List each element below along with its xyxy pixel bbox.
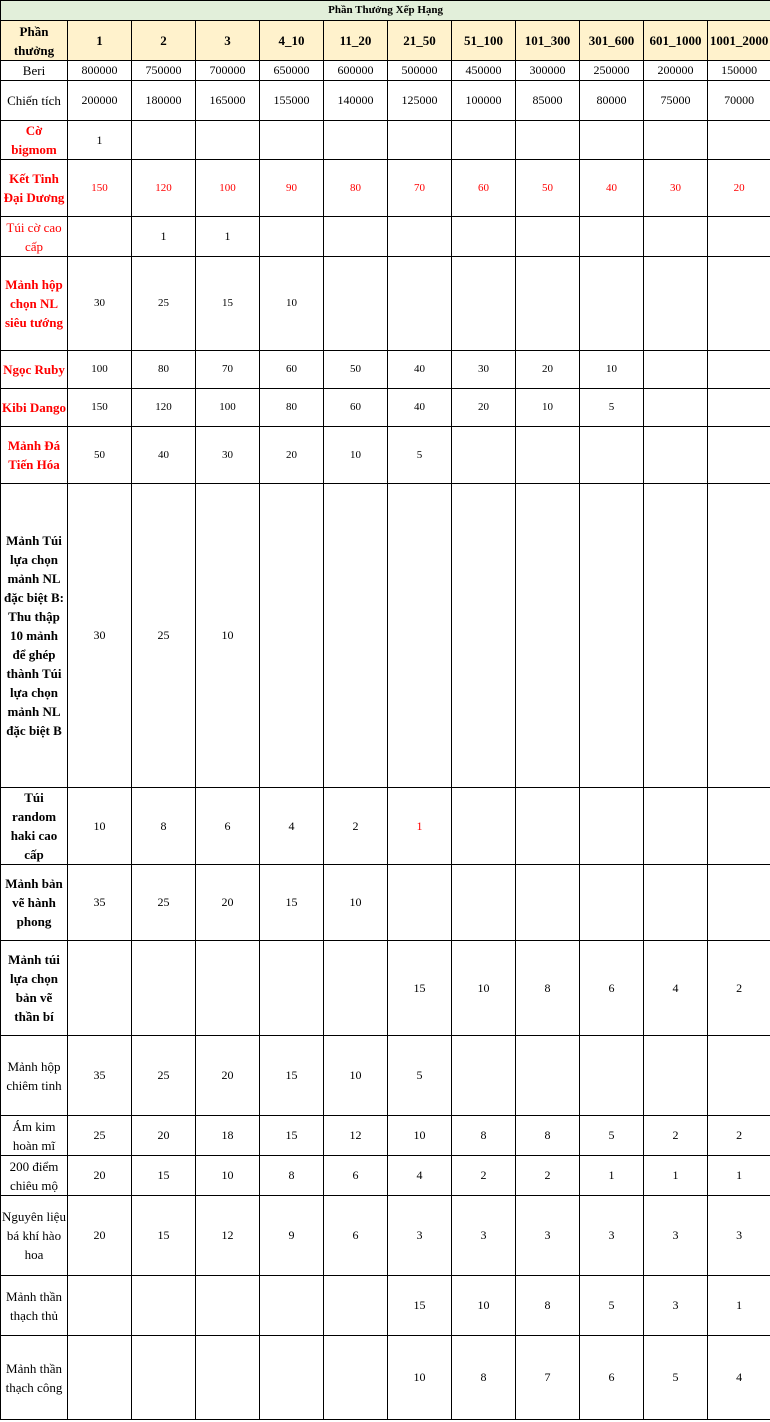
row-value: [324, 121, 388, 160]
row-value: 125000: [388, 81, 452, 121]
row-value: [516, 427, 580, 484]
row-value: 4: [388, 1156, 452, 1196]
row-value: 300000: [516, 61, 580, 81]
row-label: Mảnh bản vẽ hành phong: [1, 865, 68, 941]
row-value: [580, 788, 644, 865]
row-value: 20: [196, 1036, 260, 1116]
row-value: [388, 217, 452, 257]
row-value: 6: [324, 1156, 388, 1196]
row-value: 4: [644, 941, 708, 1036]
row-value: [580, 121, 644, 160]
row-value: 35: [68, 865, 132, 941]
row-value: 8: [452, 1116, 516, 1156]
row-value: [644, 351, 708, 389]
row-value: [68, 1276, 132, 1336]
header-row: [1, 21, 770, 61]
row-value: 18: [196, 1116, 260, 1156]
row-label: Mảnh túi lựa chọn bản vẽ thần bí: [1, 941, 68, 1036]
row-value: 10: [516, 389, 580, 427]
row-value: 3: [452, 1196, 516, 1276]
row-value: 15: [132, 1156, 196, 1196]
row-label: Túi cờ cao cấp: [1, 217, 68, 257]
table-row: [1, 1196, 770, 1276]
row-value: 8: [516, 1116, 580, 1156]
table-row: [1, 61, 770, 81]
row-value: 8: [132, 788, 196, 865]
row-value: [580, 1036, 644, 1116]
row-value: [708, 484, 770, 788]
row-value: 3: [516, 1196, 580, 1276]
row-value: 40: [388, 351, 452, 389]
row-value: 30: [68, 257, 132, 351]
table-row: [1, 1116, 770, 1156]
row-value: [196, 1336, 260, 1420]
table-body: [1, 61, 770, 1420]
row-value: 3: [644, 1276, 708, 1336]
row-value: 2: [708, 1116, 770, 1156]
row-value: [388, 257, 452, 351]
row-value: 9: [260, 1196, 324, 1276]
row-value: [516, 121, 580, 160]
row-value: 6: [324, 1196, 388, 1276]
row-value: 5: [644, 1336, 708, 1420]
row-value: 70: [388, 160, 452, 217]
row-value: 200000: [644, 61, 708, 81]
header-rank-3: 4_10: [260, 21, 324, 61]
row-label: Mảnh Túi lựa chọn mảnh NL đặc biệt B: Thu thập 10 mảnh để ghép thành Túi lựa chọn mảnh NL đặc biệt B: [1, 484, 68, 788]
row-value: [708, 257, 770, 351]
table-row: [1, 788, 770, 865]
row-value: 80: [132, 351, 196, 389]
row-value: 40: [132, 427, 196, 484]
row-value: 450000: [452, 61, 516, 81]
row-value: [324, 1276, 388, 1336]
row-value: [708, 351, 770, 389]
row-value: 10: [68, 788, 132, 865]
row-label: Ngọc Ruby: [1, 351, 68, 389]
row-value: 25: [132, 865, 196, 941]
row-value: [516, 484, 580, 788]
row-value: 20: [452, 389, 516, 427]
row-label: Nguyên liệu bá khí hào hoa: [1, 1196, 68, 1276]
row-value: 75000: [644, 81, 708, 121]
row-value: [68, 1336, 132, 1420]
header-rank-10: 1001_2000: [708, 21, 770, 61]
row-value: 150000: [708, 61, 770, 81]
row-value: [644, 121, 708, 160]
table-row: [1, 351, 770, 389]
row-value: 7: [516, 1336, 580, 1420]
row-value: [708, 788, 770, 865]
header-rank-9: 601_1000: [644, 21, 708, 61]
row-value: 10: [260, 257, 324, 351]
row-value: 10: [196, 1156, 260, 1196]
row-value: 15: [260, 865, 324, 941]
row-value: 750000: [132, 61, 196, 81]
row-value: [68, 217, 132, 257]
table-row: [1, 427, 770, 484]
row-value: 60: [324, 389, 388, 427]
row-value: 30: [644, 160, 708, 217]
row-value: 1: [132, 217, 196, 257]
row-value: 6: [196, 788, 260, 865]
row-value: 600000: [324, 61, 388, 81]
row-value: 1: [580, 1156, 644, 1196]
row-value: 35: [68, 1036, 132, 1116]
row-value: 60: [260, 351, 324, 389]
row-value: 4: [708, 1336, 770, 1420]
row-value: [516, 1036, 580, 1116]
row-value: [260, 941, 324, 1036]
row-value: 1: [196, 217, 260, 257]
row-value: [260, 484, 324, 788]
header-rank-2: 3: [196, 21, 260, 61]
row-value: [644, 257, 708, 351]
row-value: 1: [644, 1156, 708, 1196]
header-rank-1: 2: [132, 21, 196, 61]
row-value: [196, 941, 260, 1036]
row-value: [324, 1336, 388, 1420]
row-value: 200000: [68, 81, 132, 121]
row-value: [452, 427, 516, 484]
row-value: [580, 427, 644, 484]
row-value: 140000: [324, 81, 388, 121]
row-value: [132, 1276, 196, 1336]
row-value: [644, 217, 708, 257]
row-value: 15: [260, 1116, 324, 1156]
row-value: 20: [68, 1156, 132, 1196]
row-value: [132, 1336, 196, 1420]
row-value: 4: [260, 788, 324, 865]
row-value: [708, 217, 770, 257]
table-row: [1, 865, 770, 941]
row-value: 1: [68, 121, 132, 160]
row-label: Kết Tinh Đại Dương: [1, 160, 68, 217]
row-value: [452, 217, 516, 257]
row-value: 70000: [708, 81, 770, 121]
row-value: [452, 865, 516, 941]
row-value: [644, 865, 708, 941]
row-value: 8: [516, 941, 580, 1036]
row-value: 15: [388, 1276, 452, 1336]
row-label: 200 điểm chiêu mộ: [1, 1156, 68, 1196]
row-value: [516, 865, 580, 941]
row-value: [516, 257, 580, 351]
row-value: [580, 217, 644, 257]
row-value: 150: [68, 389, 132, 427]
row-value: 80: [260, 389, 324, 427]
row-value: 15: [132, 1196, 196, 1276]
row-value: 650000: [260, 61, 324, 81]
table-row: [1, 1336, 770, 1420]
row-value: 100: [196, 389, 260, 427]
row-value: 20: [132, 1116, 196, 1156]
row-value: [324, 484, 388, 788]
row-value: 2: [708, 941, 770, 1036]
row-value: 250000: [580, 61, 644, 81]
row-value: 10: [388, 1336, 452, 1420]
row-value: 3: [644, 1196, 708, 1276]
row-value: 2: [452, 1156, 516, 1196]
row-value: 2: [644, 1116, 708, 1156]
row-value: 30: [452, 351, 516, 389]
row-value: 50: [516, 160, 580, 217]
row-value: [516, 217, 580, 257]
row-value: [324, 941, 388, 1036]
table-row: [1, 1036, 770, 1116]
row-value: [132, 941, 196, 1036]
row-value: 500000: [388, 61, 452, 81]
row-value: [260, 217, 324, 257]
row-value: 120: [132, 160, 196, 217]
row-value: 40: [388, 389, 452, 427]
row-value: [708, 865, 770, 941]
row-value: 180000: [132, 81, 196, 121]
row-value: 100: [68, 351, 132, 389]
row-value: 100000: [452, 81, 516, 121]
row-value: 2: [324, 788, 388, 865]
row-value: 3: [708, 1196, 770, 1276]
row-value: 80: [324, 160, 388, 217]
header-label: Phần thưởng: [1, 21, 68, 61]
row-value: [708, 389, 770, 427]
row-value: 80000: [580, 81, 644, 121]
header-rank-0: 1: [68, 21, 132, 61]
header-rank-7: 101_300: [516, 21, 580, 61]
row-value: [452, 1036, 516, 1116]
row-value: 85000: [516, 81, 580, 121]
row-value: 30: [68, 484, 132, 788]
table-row: [1, 160, 770, 217]
header-rank-4: 11_20: [324, 21, 388, 61]
row-value: 6: [580, 941, 644, 1036]
row-value: [388, 484, 452, 788]
row-value: 5: [388, 427, 452, 484]
row-label: Chiến tích: [1, 81, 68, 121]
row-value: 10: [324, 427, 388, 484]
table-title: Phần Thưởng Xếp Hạng: [1, 1, 770, 21]
table-row: [1, 121, 770, 160]
row-value: 12: [324, 1116, 388, 1156]
row-value: 5: [580, 1276, 644, 1336]
row-value: [580, 865, 644, 941]
row-value: [324, 257, 388, 351]
row-value: [644, 484, 708, 788]
row-value: [580, 257, 644, 351]
row-value: 10: [388, 1116, 452, 1156]
row-value: 1: [388, 788, 452, 865]
header-rank-8: 301_600: [580, 21, 644, 61]
row-value: 1: [708, 1156, 770, 1196]
row-value: [260, 1276, 324, 1336]
row-value: [452, 788, 516, 865]
row-value: 20: [516, 351, 580, 389]
row-value: 25: [132, 484, 196, 788]
row-value: [324, 217, 388, 257]
table-row: [1, 217, 770, 257]
row-value: 50: [324, 351, 388, 389]
table-row: [1, 81, 770, 121]
row-value: 20: [196, 865, 260, 941]
row-value: 10: [452, 941, 516, 1036]
row-value: 25: [68, 1116, 132, 1156]
row-value: 10: [324, 865, 388, 941]
row-value: 1: [708, 1276, 770, 1336]
table-row: [1, 1156, 770, 1196]
row-value: 120: [132, 389, 196, 427]
row-value: [644, 1036, 708, 1116]
row-value: 6: [580, 1336, 644, 1420]
row-label: Beri: [1, 61, 68, 81]
row-value: 20: [708, 160, 770, 217]
row-value: 25: [132, 1036, 196, 1116]
row-value: [452, 484, 516, 788]
row-value: 8: [260, 1156, 324, 1196]
row-value: 60: [452, 160, 516, 217]
row-value: 70: [196, 351, 260, 389]
row-value: [708, 121, 770, 160]
row-value: 15: [260, 1036, 324, 1116]
row-value: [644, 788, 708, 865]
row-value: [708, 427, 770, 484]
row-label: Mảnh Đá Tiến Hóa: [1, 427, 68, 484]
header-rank-6: 51_100: [452, 21, 516, 61]
row-value: 12: [196, 1196, 260, 1276]
row-value: 10: [580, 351, 644, 389]
row-label: Mảnh hộp chiêm tinh: [1, 1036, 68, 1116]
row-value: 150: [68, 160, 132, 217]
row-value: 3: [580, 1196, 644, 1276]
row-value: 800000: [68, 61, 132, 81]
row-value: 15: [388, 941, 452, 1036]
row-value: 20: [68, 1196, 132, 1276]
row-value: [644, 389, 708, 427]
row-value: [196, 121, 260, 160]
row-value: 165000: [196, 81, 260, 121]
row-value: [388, 865, 452, 941]
row-label: Kibi Dango: [1, 389, 68, 427]
table-row: [1, 389, 770, 427]
row-value: 100: [196, 160, 260, 217]
row-label: Túi random haki cao cấp: [1, 788, 68, 865]
row-value: 2: [516, 1156, 580, 1196]
row-value: [388, 121, 452, 160]
row-value: [580, 484, 644, 788]
row-value: [516, 788, 580, 865]
row-value: [452, 121, 516, 160]
row-value: [132, 121, 196, 160]
row-value: 50: [68, 427, 132, 484]
row-value: [452, 257, 516, 351]
row-value: 8: [516, 1276, 580, 1336]
row-value: 10: [452, 1276, 516, 1336]
row-value: 90: [260, 160, 324, 217]
table-row: [1, 484, 770, 788]
row-value: [260, 1336, 324, 1420]
row-label: Mảnh thần thạch thủ: [1, 1276, 68, 1336]
row-label: Mảnh thần thạch công: [1, 1336, 68, 1420]
row-value: 40: [580, 160, 644, 217]
row-value: [196, 1276, 260, 1336]
row-value: 5: [580, 1116, 644, 1156]
row-label: Ám kim hoàn mĩ: [1, 1116, 68, 1156]
header-rank-5: 21_50: [388, 21, 452, 61]
row-value: 8: [452, 1336, 516, 1420]
row-value: 5: [388, 1036, 452, 1116]
row-value: 25: [132, 257, 196, 351]
row-value: 700000: [196, 61, 260, 81]
table-row: [1, 941, 770, 1036]
table-row: [1, 1276, 770, 1336]
row-label: Mảnh hộp chọn NL siêu tướng: [1, 257, 68, 351]
table-row: [1, 257, 770, 351]
row-value: [260, 121, 324, 160]
row-value: 30: [196, 427, 260, 484]
row-value: 10: [324, 1036, 388, 1116]
row-value: 155000: [260, 81, 324, 121]
row-value: 3: [388, 1196, 452, 1276]
row-value: [68, 941, 132, 1036]
row-value: [708, 1036, 770, 1116]
row-value: 20: [260, 427, 324, 484]
row-value: 15: [196, 257, 260, 351]
row-value: 5: [580, 389, 644, 427]
row-label: Cờ bigmom: [1, 121, 68, 160]
row-value: [644, 427, 708, 484]
row-value: 10: [196, 484, 260, 788]
